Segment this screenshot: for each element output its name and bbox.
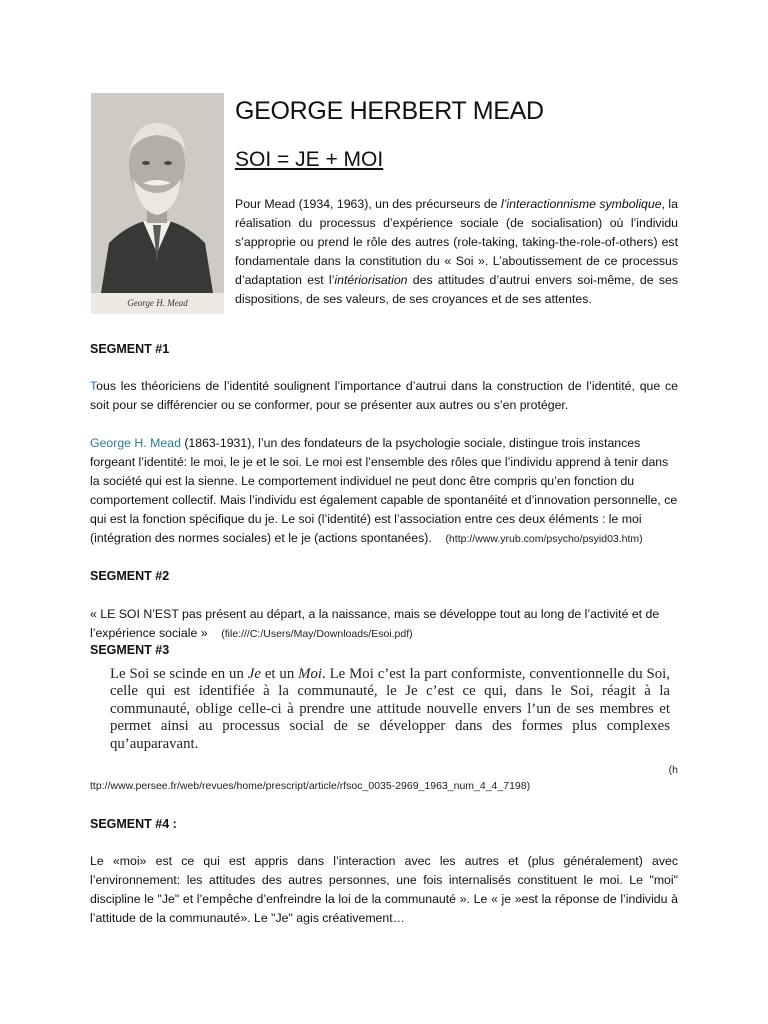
- intro-text-2: , la réalisation du processus d’expérience sociale (de socialisation) où l’individu s’approprie ou prend le rôle des autres (role-taking, taking-the-role-of-others) est fondamentale dans la constitution du « Soi ». L’aboutissement de ce processus d’adaptation est l’: [235, 197, 678, 287]
- segment-3-source-url: [90, 762, 678, 794]
- segment-1-source-url: (http://www.yrub.com/psycho/psyid03.htm): [445, 533, 643, 545]
- segment-2-paragraph: [90, 605, 678, 644]
- intro-text-3: des attitudes d’autrui envers soi-même, de ses dispositions, de ses valeurs, de ses croyances et de ses attentes.: [235, 273, 678, 306]
- intro-text-1: Pour Mead (1934, 1963), un des précurseurs de: [235, 197, 501, 211]
- quote-text-2: et un: [260, 666, 299, 682]
- segment-3-scanned-quote: [110, 666, 670, 753]
- quote-text-3: . Le Moi c’est la part conformiste, conventionnelle du Soi, celle qui est identifiée à la communauté, le Je c’est ce qui, dans le Soi, réagit à la communauté, oblige celle-ci à prendre une attitude nouvelle envers l’un de ses membres et permet ainsi au processus social de se développer dans des formes plus complexes qu’auparavant.: [110, 666, 670, 752]
- page-subtitle: SOI = JE + MOI: [235, 148, 384, 171]
- url-fragment-start: (h: [668, 764, 678, 776]
- segment-1-paragraph-1: [90, 377, 678, 415]
- segment-1-text-2: (1863-1931), l’un des fondateurs de la psychologie sociale, distingue trois instances forgeant l’identité: le moi, le je et le soi. Le moi est l’ensemble des rôles que l’individu apprend à tenir dans la société qui est la sienne. Le comportement individuel ne peut donc être compris qu’en fonction du comportement collectif. Mais l’individu est également capable de spontanéité et d’innovation personnelle, ce qui est la fonction spécifique du je. Le soi (l’identité) est l’association entre ces deux éléments : le moi (intégration des normes sociales) et le je (actions spontanées).: [90, 436, 678, 545]
- segment-4-heading: SEGMENT #4 :: [90, 817, 177, 831]
- segment-4-paragraph: Le «moi» est ce qui est appris dans l’interaction avec les autres et (plus généralement) avec l’environnement: les attitudes des autres personnes, une fois internalisés constituent le moi. Le "moi" discipline le "Je" et l’empêche d’enfreindre la loi de la communauté ». Le « je »est la réponse de l’individu à l’attitude de la communauté». Le "Je" agis créativement…: [90, 854, 678, 925]
- url-fragment-rest: ttp://www.persee.fr/web/revues/home/prescript/article/rfsoc_0035-2969_1963_num_4_4_7198): [90, 780, 531, 792]
- segment-1-text-1: ous les théoriciens de l’identité soulignent l’importance d’autrui dans la construction de l’identité, que ce soit pour se différencier ou se conformer, pour se présenter aux autres ou s’en protéger.: [90, 379, 678, 412]
- portrait-photo: [91, 93, 224, 314]
- quote-moi: Moi: [298, 666, 322, 682]
- page-title: GEORGE HERBERT MEAD: [235, 97, 544, 125]
- segment-2-text: « LE SOI N’EST pas présent au départ, a la naissance, mais se développe tout au long de l’activité et de l’expérience sociale »: [90, 607, 660, 640]
- segment-2-source-url: (file:///C:/Users/May/Downloads/Esoi.pdf): [221, 628, 413, 640]
- segment-2-heading: SEGMENT #2: [90, 569, 170, 583]
- segment-1-paragraph-2: [90, 434, 678, 549]
- quote-text-1: Le Soi se scinde en un: [110, 666, 248, 682]
- segment-1-heading: SEGMENT #1: [90, 342, 170, 356]
- photo-caption: George H. Mead: [127, 298, 188, 308]
- segment-3-heading: SEGMENT #3: [90, 643, 170, 657]
- drop-initial: T: [90, 379, 97, 393]
- intro-paragraph: [235, 195, 678, 309]
- intro-emphasis-1: l’interactionnisme symbolique: [500, 197, 662, 211]
- quote-je: Je: [247, 666, 261, 682]
- mead-name-link[interactable]: George H. Mead: [90, 436, 181, 450]
- portrait-illustration: [91, 93, 224, 314]
- intro-emphasis-2: intériorisation: [334, 273, 408, 287]
